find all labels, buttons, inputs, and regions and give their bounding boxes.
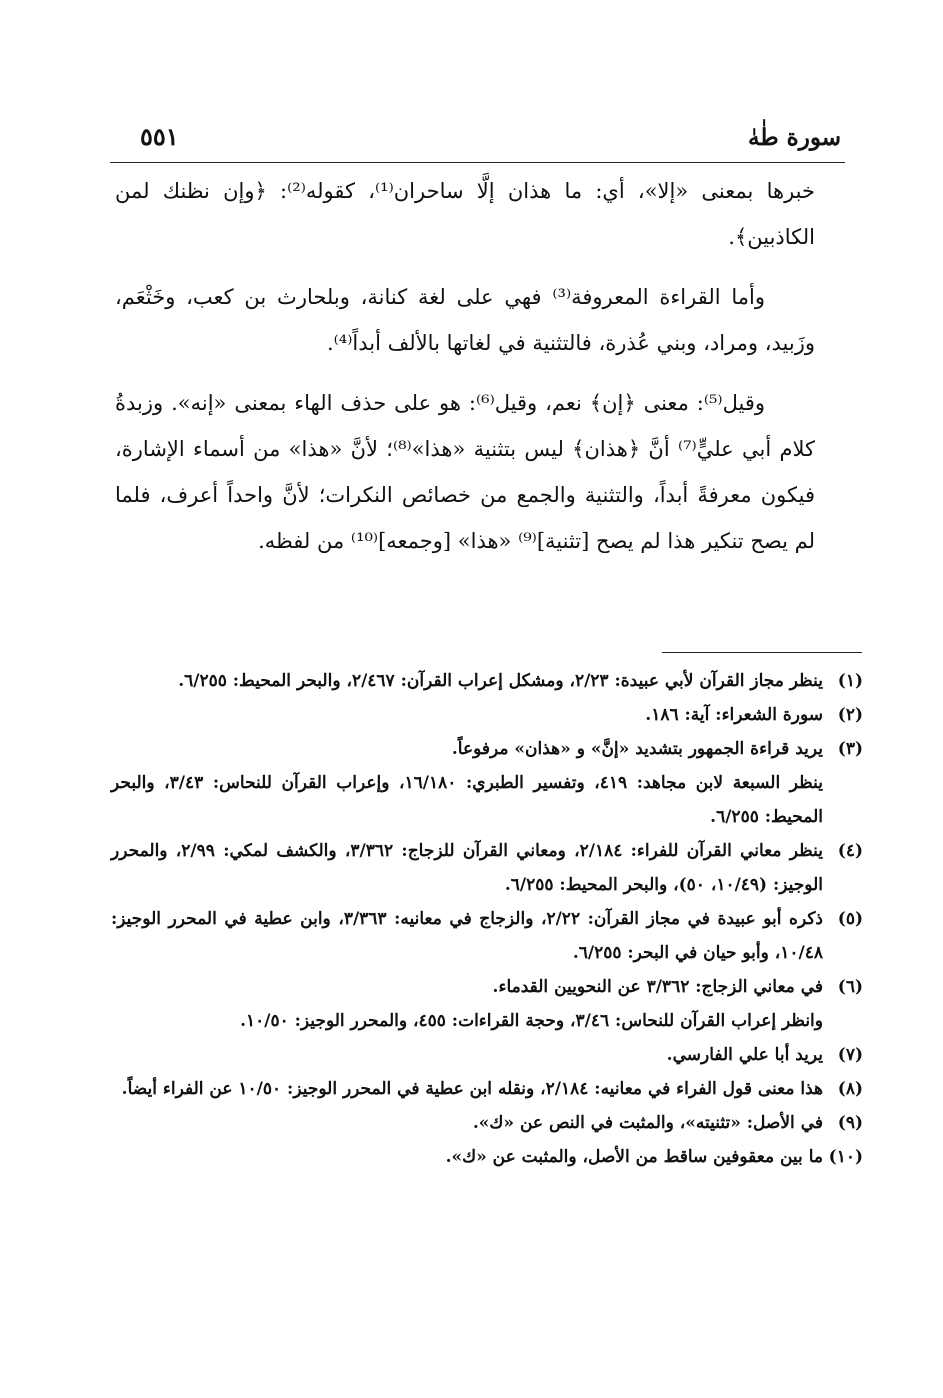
footnote-4 [111, 834, 863, 902]
footnote-7 [111, 1038, 863, 1072]
footnote-text [111, 1072, 823, 1106]
footnote-line: ذكره أبو عبيدة في مجاز القرآن: ٢/٢٢، والزجاج في معانيه: ٣/٣٦٣، وابن عطية في المحرر الوجيز: ١٠/٤٨، وأبو حيان في البحر: ٦/٢٥٥. [111, 909, 823, 963]
footnote-text [111, 732, 823, 834]
footnote-number: (٧) [837, 1045, 863, 1065]
footnote-line: في الأصل: «تثنيته»، والمثبت في النص عن «ك». [472, 1113, 823, 1133]
footnote-line: ما بين معقوفين ساقط من الأصل، والمثبت عن «ك». [445, 1147, 823, 1167]
footnote-text [111, 834, 823, 902]
footnote-line: يريد قراءة الجمهور بتشديد «إنَّ» و «هذان» مرفوعاً. [451, 739, 823, 759]
footnote-number: (٤) [837, 841, 863, 861]
page-number: ٥٥١ [140, 122, 179, 151]
main-text [115, 168, 815, 564]
paragraph-1: خبرها بمعنى «إلا»، أي: ما هذان إلَّا ساحران⁽¹⁾، كقوله⁽²⁾: ﴿وإن نظنك لمن الكاذبين﴾. [115, 179, 816, 249]
surah-title: سورة طٰهٰ [748, 124, 841, 151]
footnote-number: (٣) [837, 739, 863, 759]
footnote-number: (١) [837, 671, 863, 691]
footnote-2 [111, 698, 863, 732]
footnote-text [111, 1106, 823, 1140]
footnote-8 [111, 1072, 863, 1106]
footnote-text [111, 902, 823, 970]
footnote-number: (٩) [837, 1113, 863, 1133]
footnote-5 [111, 902, 863, 970]
footnotes [111, 664, 863, 1174]
footnote-text [111, 970, 823, 1038]
footnote-line: ينظر مجاز القرآن لأبي عبيدة: ٢/٢٣، ومشكل إعراب القرآن: ٢/٤٦٧، والبحر المحيط: ٦/٢٥٥. [178, 671, 823, 691]
footnote-3 [111, 732, 863, 834]
footnote-number: (٢) [837, 705, 863, 725]
footnote-line: ينظر معاني القرآن للفراء: ٢/١٨٤، ومعاني القرآن للزجاج: ٣/٣٦٢، والكشف لمكي: ٢/٩٩، والمحرر الوجيز: (١٠/٤٩، ٥٠)، والبحر المحيط: ٦/٢٥٥. [111, 841, 823, 895]
footnote-6 [111, 970, 863, 1038]
footnote-9 [111, 1106, 863, 1140]
footnote-line: وانظر إعراب القرآن للنحاس: ٣/٤٦، وحجة القراءات: ٤٥٥، والمحرر الوجيز: ١٠/٥٠. [240, 1011, 823, 1031]
footnote-text [111, 664, 823, 698]
footnote-line: في معاني الزجاج: ٣/٣٦٢ عن النحويين القدماء. [492, 977, 823, 997]
paragraph-2: وأما القراءة المعروفة⁽³⁾ فهي على لغة كنانة، وبلحارث بن كعب، وخَثْعَم، وزَبيد، ومراد، وبني عُذرة، فالتثنية في لغاتها بالألف أبداً⁽⁴⁾. [115, 285, 815, 355]
paragraph-3: وقيل⁽⁵⁾: معنى ﴿إن﴾ نعم، وقيل⁽⁶⁾: هو على حذف الهاء بمعنى «إنه». وزبدةُ كلام أبي عليٍّ⁽⁷⁾ أنَّ ﴿هذان﴾ ليس بتثنية «هذا»⁽⁸⁾؛ لأنَّ «هذا» من أسماء الإشارة، فيكون معرفةً أبداً، والتثنية والجمع من خصائص النكرات؛ لأنَّ واحداً أعرف، فلما لم يصح تنكير هذا لم يصح [تثنية]⁽⁹⁾ «هذا» [وجمعه]⁽¹⁰⁾ من لفظه. [115, 391, 815, 553]
footnote-line: هذا معنى قول الفراء في معانيه: ٢/١٨٤، ونقله ابن عطية في المحرر الوجيز: ١٠/٥٠ عن الفراء أيضاً. [121, 1079, 823, 1099]
footnote-text [111, 1038, 823, 1072]
footnote-text [111, 698, 823, 732]
footnote-10 [111, 1140, 863, 1174]
footnote-number: (٨) [837, 1079, 863, 1099]
footnote-line: سورة الشعراء: آية: ١٨٦. [645, 705, 823, 725]
footnote-number: (١٠) [828, 1147, 863, 1167]
footnote-1 [111, 664, 863, 698]
footnote-text [111, 1140, 823, 1174]
footnote-line: يريد أبا علي الفارسي. [666, 1045, 823, 1065]
footnote-separator [662, 652, 862, 653]
footnote-line: ينظر السبعة لابن مجاهد: ٤١٩، وتفسير الطبري: ١٦/١٨٠، وإعراب القرآن للنحاس: ٣/٤٣، والبحر المحيط: ٦/٢٥٥. [111, 773, 823, 827]
page-header [110, 120, 845, 163]
footnote-number: (٥) [837, 909, 863, 929]
footnote-number: (٦) [837, 977, 863, 997]
